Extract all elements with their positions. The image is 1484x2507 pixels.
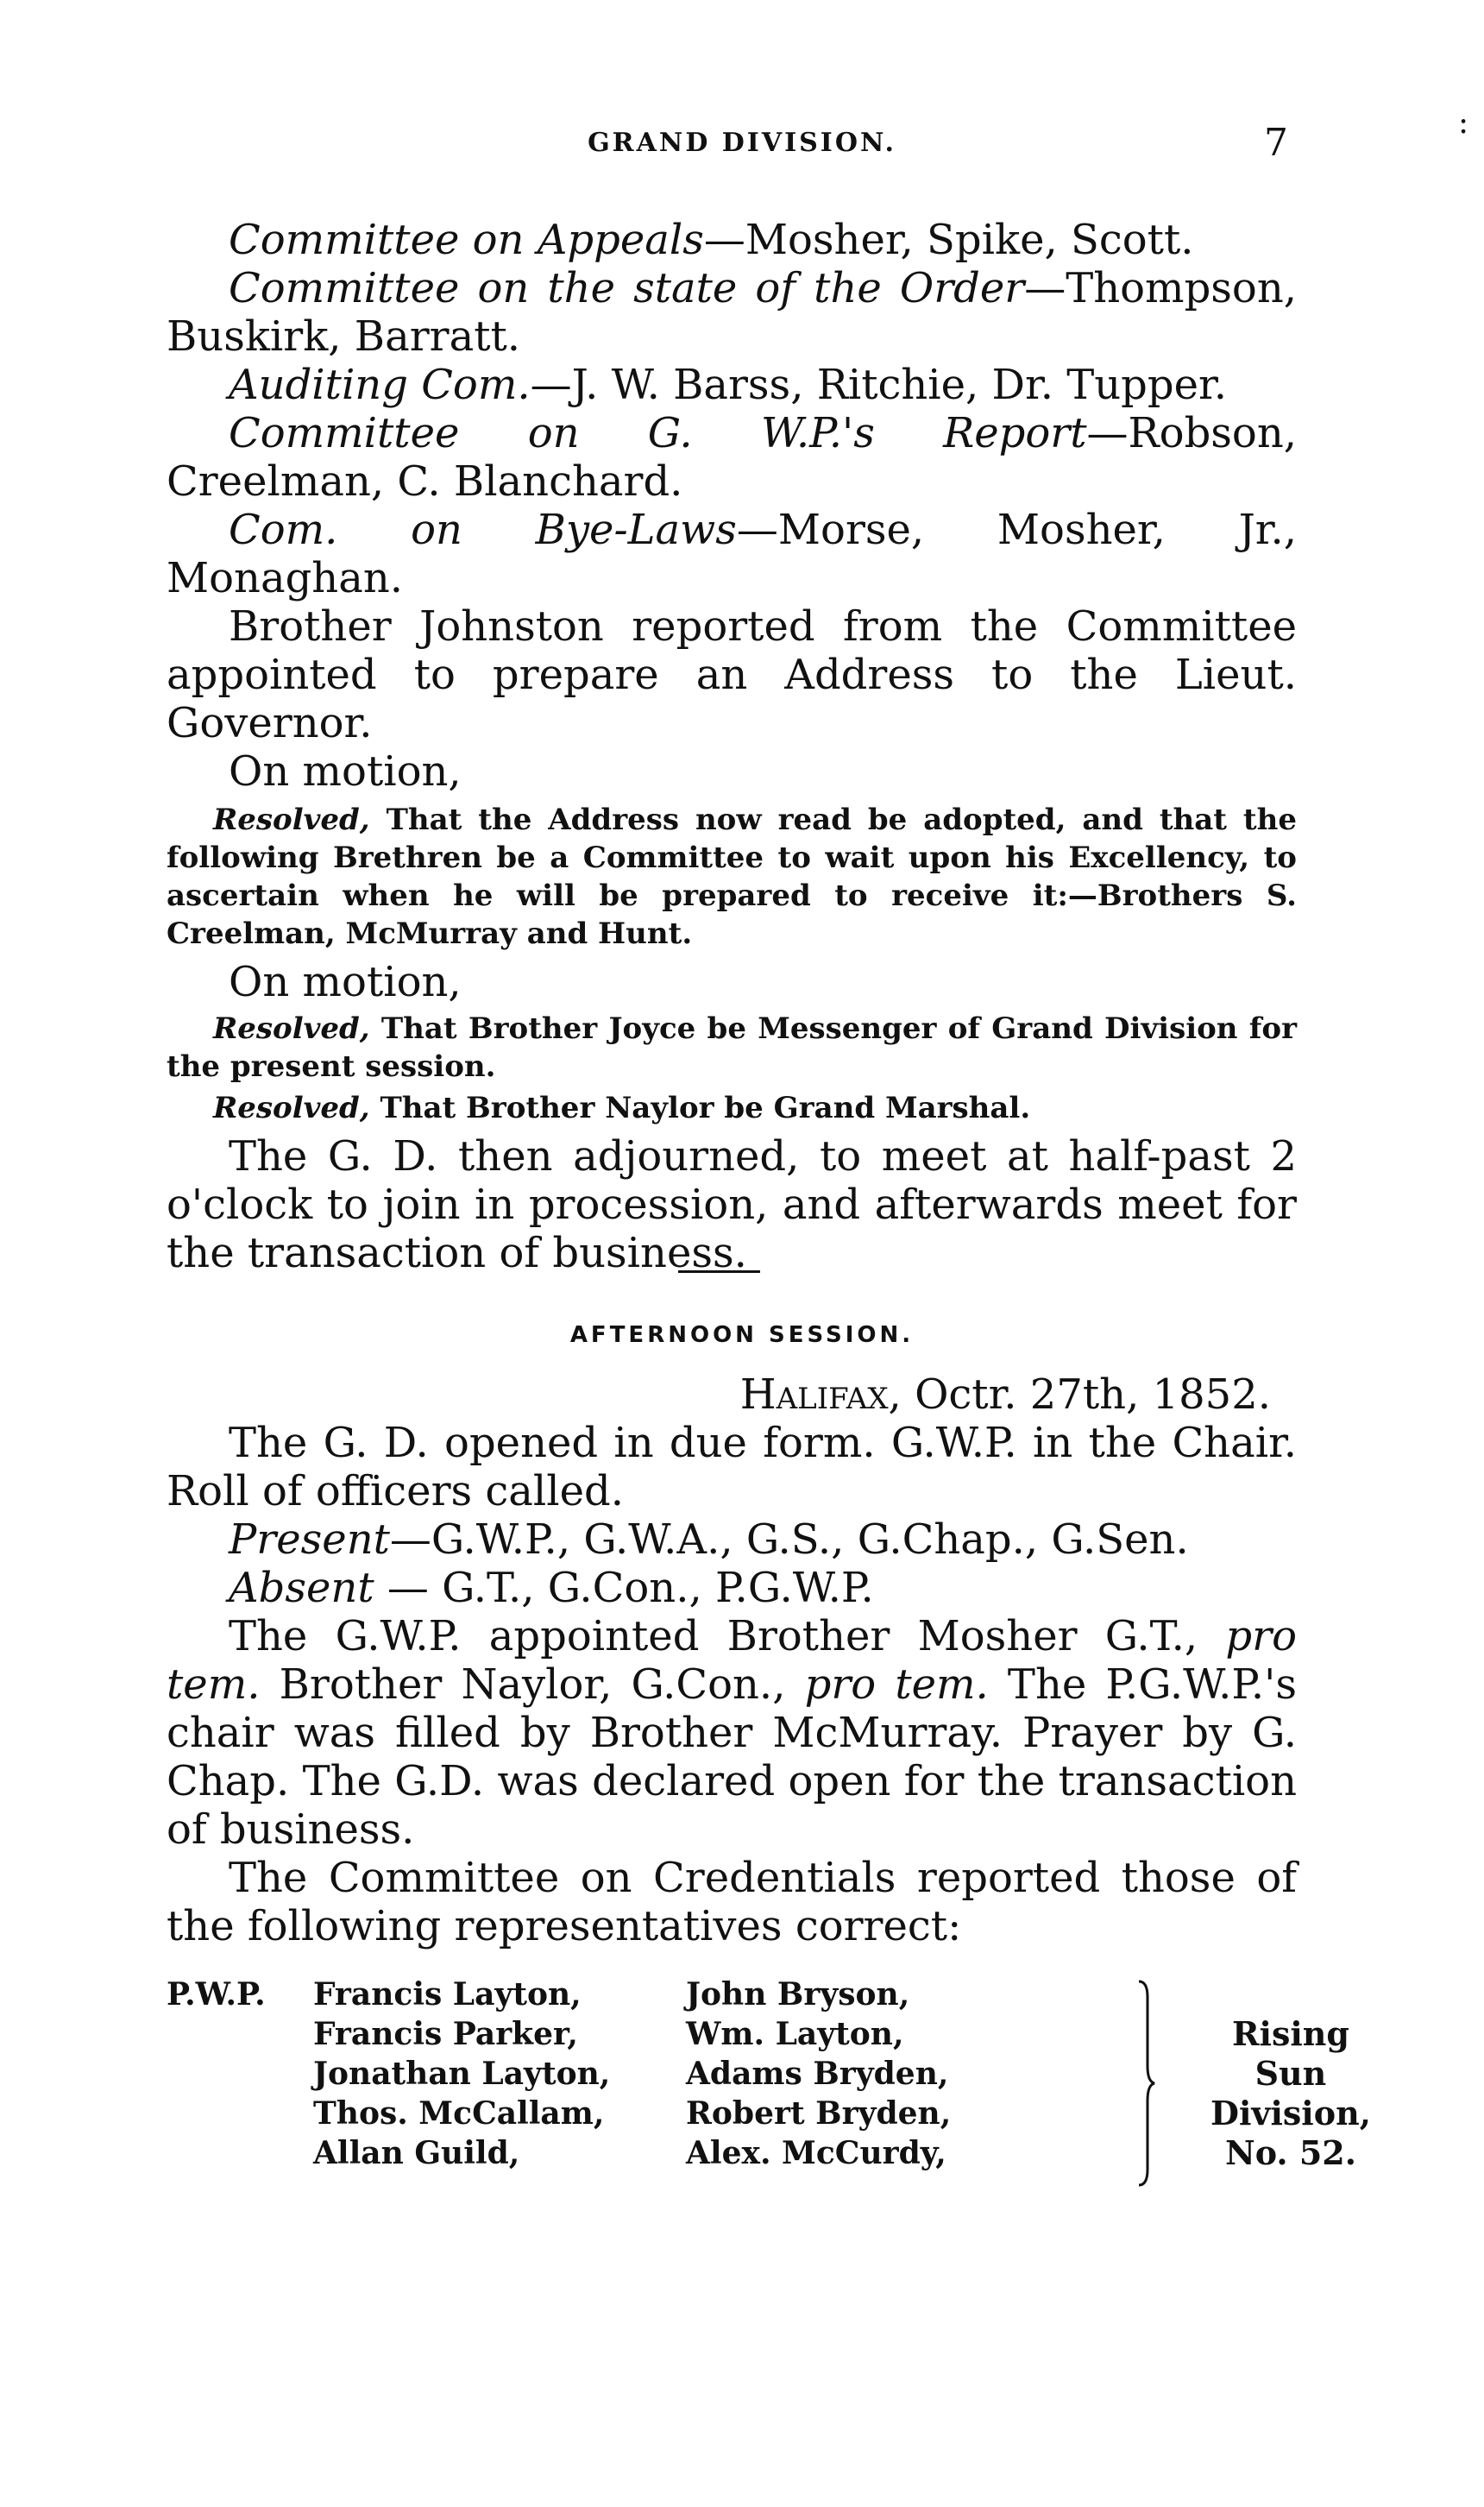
committee-auditing: Auditing Com.—J. W. Barss, Ritchie, Dr. Tupper. (229, 361, 1227, 409)
committee-state-of-order: Committee on the state of the Order—Thompson, Buskirk, Barratt. (167, 264, 1297, 361)
representatives-column-2 (686, 1975, 951, 2173)
section-divider (678, 1270, 760, 1273)
credentials-report: The Committee on Credentials reported those of the following representatives correct: (167, 1854, 1297, 1950)
representative-name: Robert Bryden, (686, 2095, 952, 2132)
appointments: The G.W.P. appointed Brother Mosher G.T., pro tem. Brother Naylor, G.Con., pro tem. The P.G.W.P.'s chair was filled by Brother McMurray. Prayer by G. Chap. The G.D. was declared open for the transaction of business. (167, 1612, 1297, 1854)
representative-name: Allan Guild, (313, 2135, 520, 2171)
opened-in-form: The G. D. opened in due form. G.W.P. in the Chair. Roll of officers called. (167, 1419, 1297, 1515)
afternoon-session-heading: AFTERNOON SESSION. (569, 1322, 915, 1348)
representative-name: Alex. McCurdy, (686, 2135, 946, 2171)
representatives-column-1 (313, 1975, 610, 2173)
representative-name: Jonathan Layton, (313, 2056, 611, 2092)
representative-name: Adams Bryden, (686, 2056, 949, 2092)
edge-mark: : (1458, 105, 1469, 141)
morning-section (167, 216, 1297, 1277)
resolution-address: Resolved, That the Address now read be adopted, and that the following Brethren be a Committee to wait upon his Excellency, to ascertain when he will be prepared to receive it:—Brothers S. Creelman, McMurray and Hunt. (167, 803, 1297, 951)
committee-gwp-report: Committee on G. W.P.'s Report—Robson, Creelman, C. Blanchard. (167, 409, 1297, 506)
adjournment: The G. D. then adjourned, to meet at half-past 2 o'clock to join in procession, and afterwards meet for the transaction of business. (167, 1132, 1297, 1277)
session-dateline: Halifax, Octr. 27th, 1852. (739, 1370, 1271, 1419)
representative-name: Wm. Layton, (686, 2016, 904, 2052)
representatives-prefix: P.W.P. (167, 1976, 266, 2013)
division-name: Rising Sun Division, No. 52. (1210, 2014, 1371, 2172)
afternoon-section (167, 1370, 1297, 1950)
absent-officers: Absent — G.T., G.Con., P.G.W.P. (229, 1564, 874, 1612)
representative-name: Francis Parker, (313, 2016, 578, 2052)
representative-name: Francis Layton, (313, 1976, 582, 2013)
page-number: 7 (1264, 121, 1288, 165)
representative-name: John Bryson, (686, 1976, 910, 2013)
present-officers: Present—G.W.P., G.W.A., G.S., G.Chap., G.Sen. (229, 1515, 1189, 1564)
representatives-list (167, 1975, 1371, 2225)
on-motion-1: On motion, (229, 747, 462, 796)
on-motion-2: On motion, (229, 958, 462, 1006)
representative-name: Thos. McCallam, (313, 2095, 605, 2132)
resolution-messenger: Resolved, That Brother Joyce be Messenger of Grand Division for the present session. (167, 1011, 1297, 1084)
johnston-report: Brother Johnston reported from the Committee appointed to prepare an Address to the Lieut. Governor. (167, 602, 1297, 747)
committee-appeals: Committee on Appeals—Mosher, Spike, Scott. (229, 216, 1194, 264)
right-brace-icon (1137, 1980, 1156, 2187)
resolution-marshal: Resolved, That Brother Naylor be Grand Marshal. (213, 1091, 1031, 1125)
running-head: GRAND DIVISION. (588, 128, 896, 158)
committee-bye-laws: Com. on Bye-Laws—Morse, Mosher, Jr., Monaghan. (167, 506, 1297, 602)
